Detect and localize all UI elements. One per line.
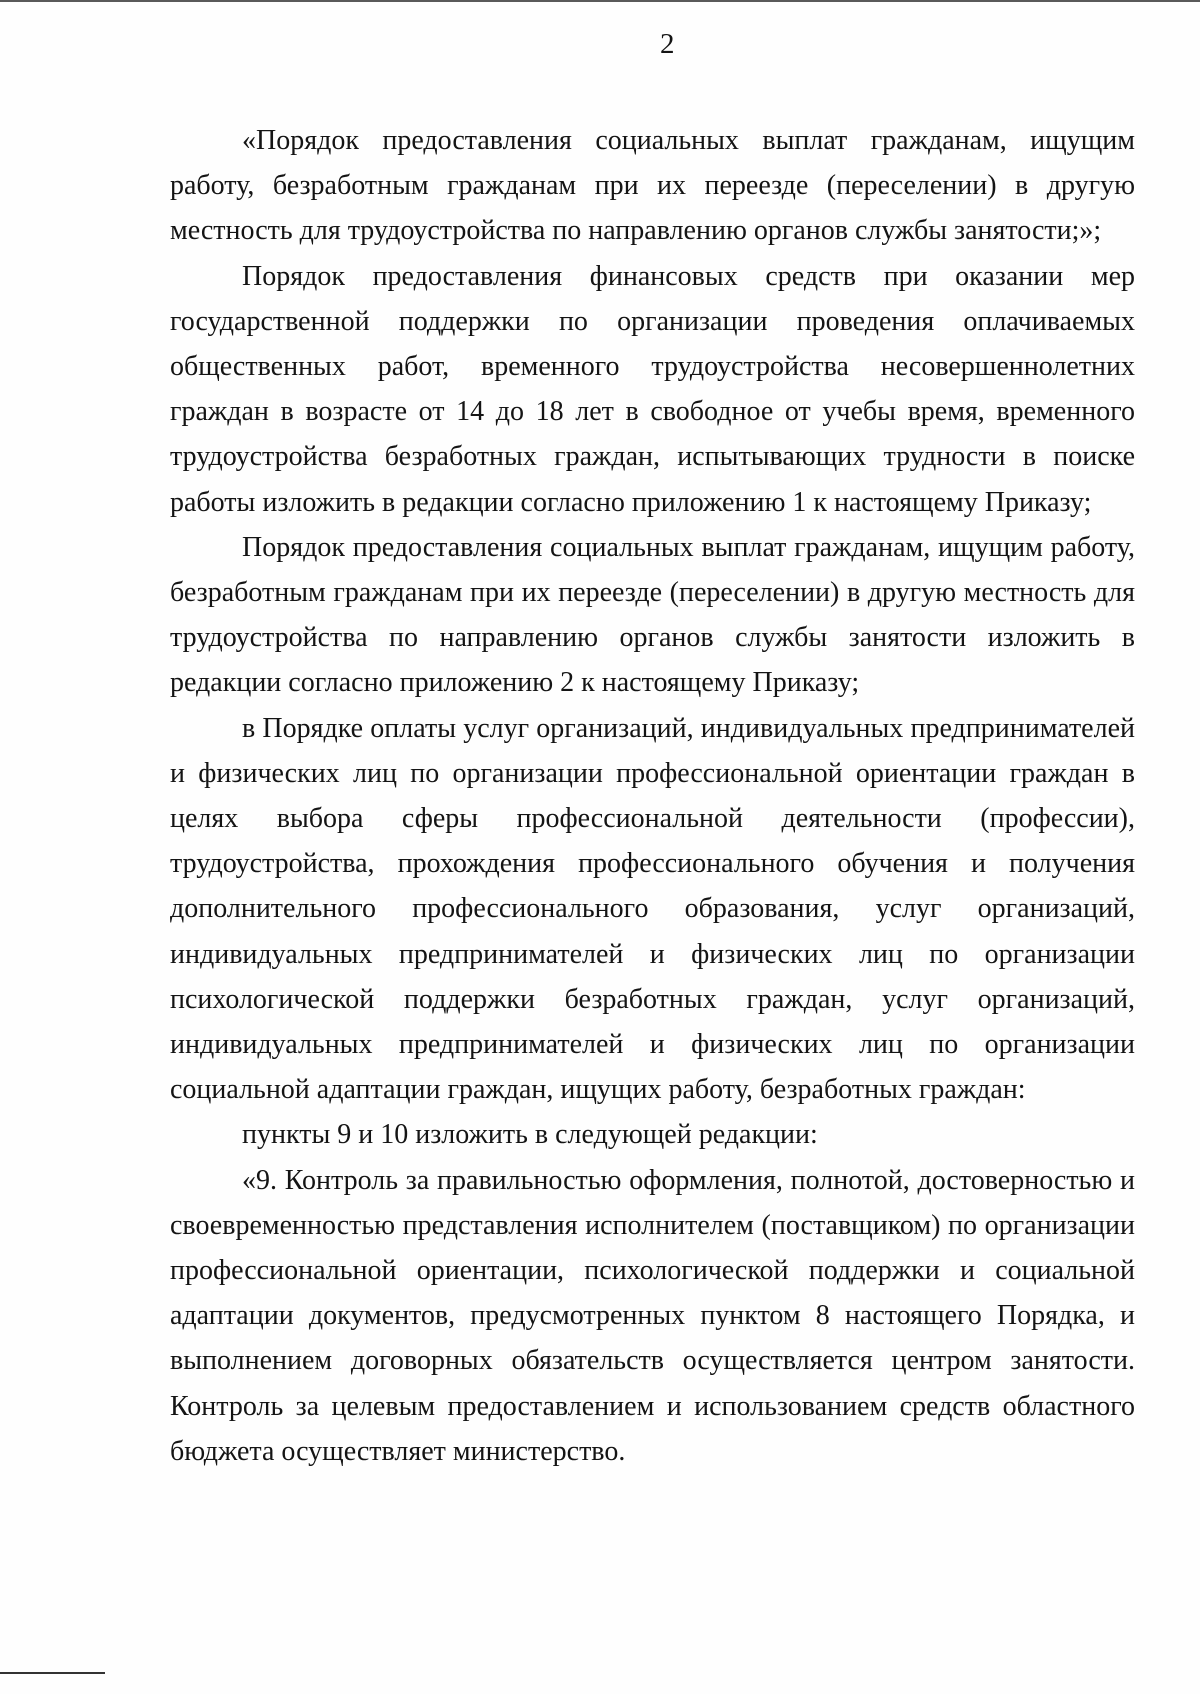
paragraph-point-9: «9. Контроль за правильностью оформления, полнотой, достоверностью и своевременностью представления исполнителем (поставщиком) по организации профессиональной ориентации, психологической поддержки и социальной адаптации документов, предусмотренных пунктом 8 настоящего Порядка, и выполнением договорных обязательств осуществляется центром занятости. Контроль за целевым предоставлением и использованием средств областного бюджета осуществляет министерство. — [170, 1164, 1135, 1467]
paragraph-services-payment-procedure: в Порядке оплаты услуг организаций, индивидуальных предпринимателей и физических лиц по организации профессиональной ориентации граждан в целях выбора сферы профессиональной деятельности (профессии), трудоустройства, прохождения профессионального обучения и получения дополнительного профессионального образования, услуг организаций, индивидуальных предпринимателей и физических лиц по организации психологической поддержки безработных граждан, услуг организаций, индивидуальных предпринимателей и физических лиц по организации социальной адаптации граждан, ищущих работу, безработных граждан: — [170, 712, 1135, 1106]
scan-bottom-mark — [0, 1672, 105, 1674]
paragraph-points-9-10: пункты 9 и 10 изложить в следующей редакции: — [242, 1119, 818, 1151]
scan-top-edge — [0, 0, 1200, 2]
paragraph-financial-procedure: Порядок предоставления финансовых средств при оказании мер государственной поддержки по организации проведения оплачиваемых общественных работ, временного трудоустройства несовершеннолетних граждан в возрасте от 14 до 18 лет в свободное от учебы время, временного трудоустройства безработных граждан, испытывающих трудности в поиске работы изложить в редакции согласно приложению 1 к настоящему Приказу; — [170, 260, 1135, 518]
paragraph-social-payments-procedure: Порядок предоставления социальных выплат гражданам, ищущим работу, безработным гражданам при их переезде (переселении) в другую местность для трудоустройства по направлению органов службы занятости изложить в редакции согласно приложению 2 к настоящему Приказу; — [170, 531, 1135, 699]
page-number: 2 — [660, 28, 675, 60]
document-body — [170, 118, 1135, 1474]
paragraph-quoted-title: «Порядок предоставления социальных выплат гражданам, ищущим работу, безработным гражданам при их переезде (переселении) в другую местность для трудоустройства по направлению органов службы занятости;»; — [170, 125, 1135, 247]
